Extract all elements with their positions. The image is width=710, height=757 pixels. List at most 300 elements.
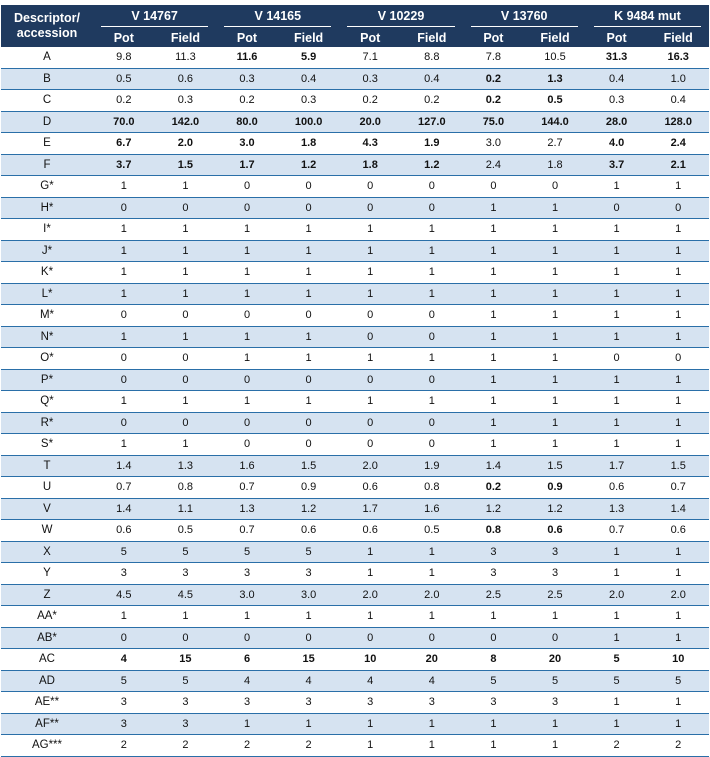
table-cell: 0.2 [216,90,278,112]
table-cell: 4 [401,670,463,692]
table-cell: 144.0 [524,111,586,133]
table-cell: 3 [155,692,217,714]
table-cell: 1 [216,219,278,241]
table-row [1,649,709,671]
table-cell: 5 [463,670,525,692]
table-cell: 1 [586,434,648,456]
row-label: AC [1,649,93,671]
table-cell: 1.8 [524,154,586,176]
row-label: P* [1,369,93,391]
table-cell: 0 [216,627,278,649]
table-cell: 3 [278,692,340,714]
table-cell: 1 [647,434,709,456]
table-cell: 1 [93,219,155,241]
table-cell: 0 [278,305,340,327]
row-label: B [1,68,93,90]
table-cell: 1 [524,735,586,757]
group-header [216,5,339,29]
descriptor-header [1,5,93,47]
table-cell: 1 [524,434,586,456]
table-cell: 1 [586,412,648,434]
table-cell: 0 [216,434,278,456]
table-cell: 1 [647,176,709,198]
table-cell: 1 [524,412,586,434]
table-cell: 0 [401,627,463,649]
row-label: A [1,47,93,68]
table-cell: 1.4 [463,455,525,477]
group-header-label: V 10229 [347,9,454,27]
table-cell: 0 [401,176,463,198]
table-cell: 1 [93,283,155,305]
table-cell: 1 [524,219,586,241]
table-cell: 0 [339,197,401,219]
table-cell: 1.6 [401,498,463,520]
table-cell: 1 [586,369,648,391]
table-cell: 1 [647,391,709,413]
table-cell: 5 [524,670,586,692]
table-cell: 1 [339,563,401,585]
table-cell: 3 [339,692,401,714]
table-cell: 1 [155,606,217,628]
table-cell: 1 [463,735,525,757]
table-cell: 0.2 [339,90,401,112]
table-row [1,369,709,391]
row-label: D [1,111,93,133]
table-cell: 1 [647,305,709,327]
table-cell: 1 [463,348,525,370]
table-cell: 1 [278,262,340,284]
table-cell: 1 [216,326,278,348]
table-cell: 1 [93,434,155,456]
table-cell: 2 [278,735,340,757]
table-cell: 0 [155,197,217,219]
table-cell: 0 [463,627,525,649]
table-cell: 2.0 [339,455,401,477]
table-cell: 1 [401,283,463,305]
table-cell: 70.0 [93,111,155,133]
table-cell: 1 [647,541,709,563]
table-cell: 0.8 [155,477,217,499]
row-label: AG*** [1,735,93,757]
table-cell: 0.6 [155,68,217,90]
row-label: Z [1,584,93,606]
row-label: N* [1,326,93,348]
header-group-row [1,5,709,29]
table-cell: 1.5 [278,455,340,477]
table-container [0,5,710,752]
table-cell: 1 [524,348,586,370]
table-cell: 1 [278,348,340,370]
row-label: X [1,541,93,563]
table-cell: 1 [401,541,463,563]
table-cell: 1 [647,713,709,735]
table-row [1,412,709,434]
table-cell: 7.1 [339,47,401,68]
table-row [1,713,709,735]
table-cell: 0 [93,369,155,391]
table-cell: 9.8 [93,47,155,68]
table-cell: 1 [216,606,278,628]
table-row [1,262,709,284]
table-row [1,434,709,456]
table-cell: 1.5 [647,455,709,477]
table-cell: 0 [339,176,401,198]
table-cell: 0 [401,197,463,219]
table-cell: 0 [463,176,525,198]
table-cell: 1 [93,240,155,262]
table-row [1,326,709,348]
row-label: W [1,520,93,542]
table-cell: 1 [339,713,401,735]
table-cell: 1 [647,563,709,585]
table-cell: 2.0 [155,133,217,155]
table-cell: 4 [93,649,155,671]
table-row [1,305,709,327]
table-cell: 1 [647,606,709,628]
table-cell: 0 [155,348,217,370]
row-label: F [1,154,93,176]
table-cell: 0.6 [278,520,340,542]
table-cell: 1.5 [524,455,586,477]
table-cell: 3 [155,713,217,735]
table-cell: 3 [93,692,155,714]
table-row [1,692,709,714]
table-cell: 2.5 [524,584,586,606]
table-cell: 6.7 [93,133,155,155]
table-cell: 0.7 [647,477,709,499]
table-cell: 1.2 [401,154,463,176]
descriptor-header-line1: Descriptor/ [14,11,80,25]
table-cell: 0 [93,627,155,649]
table-cell: 1.7 [339,498,401,520]
table-cell: 5 [586,649,648,671]
row-label: R* [1,412,93,434]
table-cell: 0 [216,369,278,391]
row-label: AD [1,670,93,692]
table-cell: 3 [216,692,278,714]
table-cell: 1 [278,283,340,305]
table-cell: 10 [647,649,709,671]
table-cell: 0 [278,434,340,456]
table-row [1,240,709,262]
row-label: AB* [1,627,93,649]
table-cell: 1 [463,434,525,456]
table-cell: 1 [155,240,217,262]
table-cell: 8 [463,649,525,671]
row-label: U [1,477,93,499]
table-cell: 1 [586,391,648,413]
table-cell: 3 [155,563,217,585]
table-cell: 31.3 [586,47,648,68]
group-header-label: V 13760 [471,9,578,27]
table-cell: 0.3 [586,90,648,112]
table-cell: 0.6 [339,477,401,499]
table-row [1,627,709,649]
table-cell: 1.6 [216,455,278,477]
table-cell: 4.0 [586,133,648,155]
table-cell: 1 [524,283,586,305]
row-label: AA* [1,606,93,628]
table-cell: 2 [586,735,648,757]
table-cell: 1.3 [524,68,586,90]
table-cell: 1 [586,606,648,628]
table-cell: 0 [155,369,217,391]
table-cell: 0.4 [278,68,340,90]
table-cell: 0 [216,412,278,434]
table-cell: 2 [155,735,217,757]
table-cell: 1 [647,240,709,262]
table-cell: 1.2 [278,498,340,520]
table-row [1,606,709,628]
table-cell: 0.5 [401,520,463,542]
table-cell: 0 [278,412,340,434]
table-cell: 0 [647,197,709,219]
table-cell: 3 [401,692,463,714]
table-cell: 1 [93,326,155,348]
table-cell: 1 [278,606,340,628]
table-cell: 1 [401,606,463,628]
table-cell: 1 [647,219,709,241]
table-cell: 0.3 [155,90,217,112]
table-cell: 0 [93,197,155,219]
table-cell: 0.6 [586,477,648,499]
sub-header-pot: Pot [93,29,155,47]
table-cell: 0 [401,434,463,456]
table-cell: 1 [586,713,648,735]
table-cell: 0 [339,434,401,456]
table-cell: 127.0 [401,111,463,133]
table-cell: 1 [278,326,340,348]
table-cell: 1 [278,391,340,413]
table-cell: 80.0 [216,111,278,133]
table-cell: 1 [216,391,278,413]
table-cell: 2.7 [524,133,586,155]
table-row [1,154,709,176]
row-label: AF** [1,713,93,735]
table-cell: 2.0 [647,584,709,606]
table-cell: 0 [401,412,463,434]
table-row [1,283,709,305]
table-cell: 1 [339,541,401,563]
row-label: I* [1,219,93,241]
table-body [1,47,709,756]
table-row [1,735,709,757]
table-cell: 1.4 [93,455,155,477]
sub-header-field: Field [647,29,709,47]
table-cell: 1 [586,219,648,241]
table-cell: 1 [339,262,401,284]
table-cell: 1 [216,713,278,735]
table-cell: 6 [216,649,278,671]
row-label: K* [1,262,93,284]
table-cell: 2 [647,735,709,757]
table-cell: 5 [155,670,217,692]
table-cell: 0.8 [401,477,463,499]
sub-header-pot: Pot [586,29,648,47]
table-cell: 142.0 [155,111,217,133]
table-cell: 1 [586,627,648,649]
descriptor-table [1,5,709,757]
table-cell: 0.5 [155,520,217,542]
row-label: E [1,133,93,155]
table-cell: 0.9 [524,477,586,499]
table-cell: 75.0 [463,111,525,133]
table-cell: 0 [647,348,709,370]
table-cell: 1.1 [155,498,217,520]
table-cell: 3.0 [463,133,525,155]
table-cell: 1 [586,262,648,284]
row-label: L* [1,283,93,305]
table-cell: 1 [339,283,401,305]
table-cell: 1 [339,391,401,413]
table-cell: 1 [586,283,648,305]
table-cell: 0.6 [339,520,401,542]
table-cell: 0.3 [278,90,340,112]
table-cell: 1.4 [93,498,155,520]
table-cell: 3 [524,692,586,714]
table-cell: 0 [93,412,155,434]
table-cell: 3.0 [278,584,340,606]
table-cell: 3 [463,692,525,714]
table-cell: 1 [586,240,648,262]
table-cell: 1 [339,219,401,241]
table-cell: 0 [586,348,648,370]
table-cell: 1.7 [586,455,648,477]
table-cell: 0 [339,305,401,327]
table-cell: 3 [524,541,586,563]
table-cell: 1 [339,735,401,757]
table-cell: 8.8 [401,47,463,68]
table-cell: 1 [401,735,463,757]
table-row [1,348,709,370]
table-cell: 1 [463,240,525,262]
table-cell: 0.4 [401,68,463,90]
table-cell: 0.6 [647,520,709,542]
table-cell: 1 [155,262,217,284]
group-header [93,5,216,29]
row-label: Y [1,563,93,585]
table-cell: 1 [463,606,525,628]
table-cell: 11.3 [155,47,217,68]
table-cell: 1.2 [463,498,525,520]
table-cell: 1 [463,391,525,413]
row-label: S* [1,434,93,456]
table-cell: 0.2 [93,90,155,112]
row-label: G* [1,176,93,198]
table-cell: 1 [339,606,401,628]
table-row [1,391,709,413]
table-row [1,197,709,219]
table-cell: 1 [216,283,278,305]
table-cell: 1 [401,713,463,735]
table-cell: 0 [278,176,340,198]
table-cell: 4 [339,670,401,692]
table-cell: 1 [524,369,586,391]
table-cell: 1.3 [216,498,278,520]
table-cell: 1 [463,197,525,219]
table-cell: 1 [401,391,463,413]
group-header-label: K 9484 mut [594,9,701,27]
sub-header-pot: Pot [463,29,525,47]
table-cell: 1 [401,262,463,284]
table-cell: 0.2 [401,90,463,112]
table-cell: 1 [586,692,648,714]
row-label: AE** [1,692,93,714]
table-cell: 1 [155,391,217,413]
table-cell: 1 [463,369,525,391]
table-cell: 0.3 [339,68,401,90]
table-cell: 1 [647,369,709,391]
table-cell: 1.2 [524,498,586,520]
table-cell: 1 [524,262,586,284]
table-row [1,455,709,477]
table-cell: 0.7 [586,520,648,542]
table-cell: 1 [463,305,525,327]
table-row [1,541,709,563]
table-cell: 1 [524,197,586,219]
table-cell: 0 [524,176,586,198]
table-row [1,68,709,90]
table-cell: 5 [278,541,340,563]
table-row [1,111,709,133]
table-cell: 1 [339,348,401,370]
table-cell: 5 [93,541,155,563]
table-cell: 1 [586,541,648,563]
table-cell: 0.7 [216,520,278,542]
table-cell: 5 [586,670,648,692]
table-cell: 1.4 [647,498,709,520]
row-label: C [1,90,93,112]
table-cell: 5 [647,670,709,692]
table-cell: 1.8 [278,133,340,155]
row-label: V [1,498,93,520]
table-cell: 1 [93,606,155,628]
table-cell: 1.3 [155,455,217,477]
table-cell: 1.7 [216,154,278,176]
table-cell: 2 [216,735,278,757]
row-label: J* [1,240,93,262]
table-cell: 0 [339,369,401,391]
header-sub-row [1,29,709,47]
table-cell: 0 [155,412,217,434]
table-cell: 15 [155,649,217,671]
table-cell: 0.5 [93,68,155,90]
row-label: Q* [1,391,93,413]
table-cell: 1.2 [278,154,340,176]
table-row [1,520,709,542]
table-cell: 1.9 [401,133,463,155]
table-cell: 0 [216,305,278,327]
table-cell: 0.9 [278,477,340,499]
group-header [339,5,462,29]
table-cell: 1 [278,240,340,262]
table-cell: 1 [647,412,709,434]
table-cell: 1 [647,326,709,348]
table-cell: 1.3 [586,498,648,520]
table-row [1,563,709,585]
table-cell: 1 [524,305,586,327]
table-cell: 2.0 [586,584,648,606]
row-label: T [1,455,93,477]
group-header [586,5,709,29]
table-cell: 0 [586,197,648,219]
table-cell: 0 [401,305,463,327]
table-cell: 1 [647,692,709,714]
sub-header-field: Field [401,29,463,47]
table-cell: 0 [155,627,217,649]
table-cell: 2 [93,735,155,757]
table-cell: 1 [463,262,525,284]
